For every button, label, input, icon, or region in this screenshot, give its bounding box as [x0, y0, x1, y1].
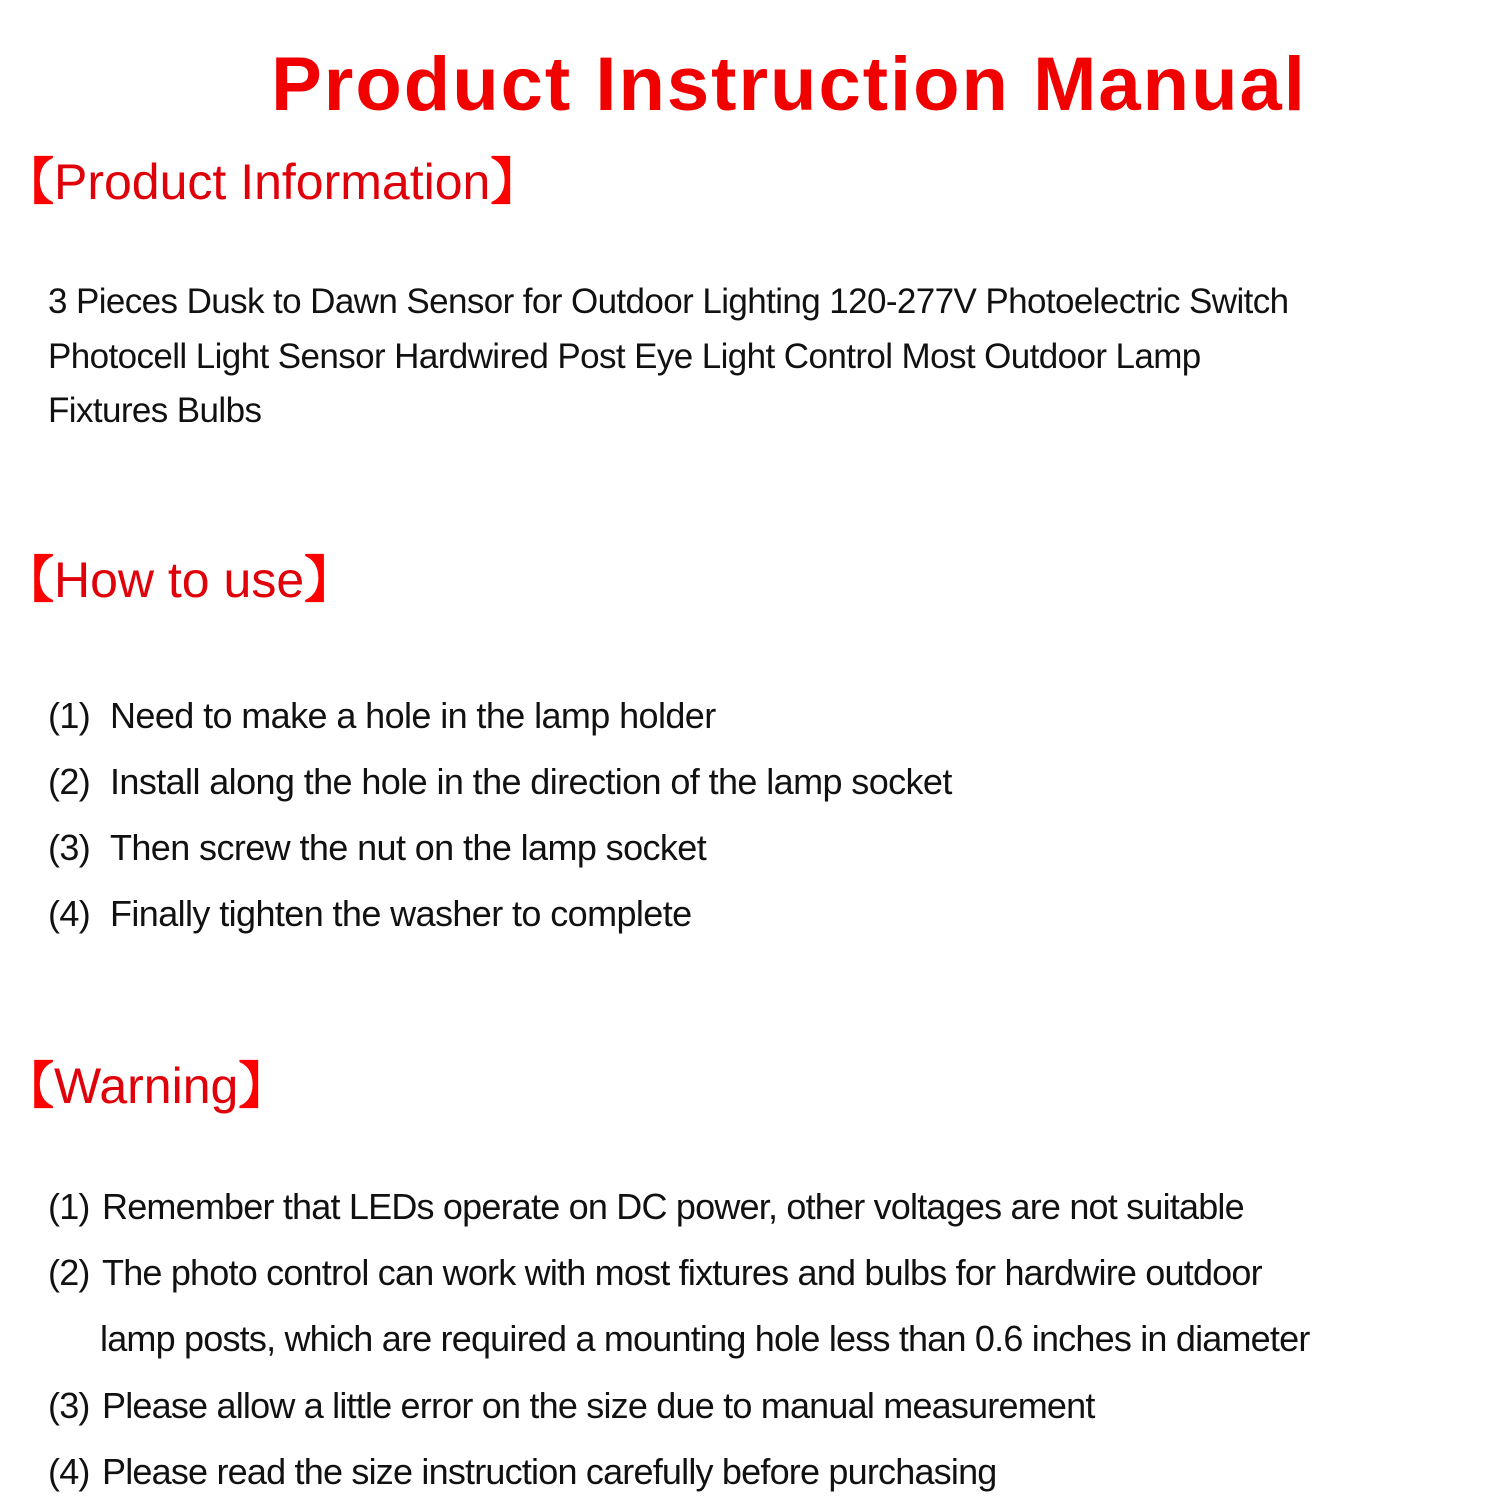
heading-label: Product Information	[54, 154, 491, 210]
description-line: 3 Pieces Dusk to Dawn Sensor for Outdoor Lighting 120-277V Photoelectric Switch	[48, 282, 1289, 321]
bracket-close: 】	[304, 551, 355, 609]
warning-item	[48, 1186, 1244, 1228]
bracket-open: 【	[4, 153, 54, 211]
product-information-heading	[4, 154, 540, 210]
bracket-close: 】	[238, 1057, 289, 1115]
warning-item	[48, 1451, 997, 1493]
bracket-close: 】	[490, 153, 541, 211]
warning-number: (4)	[48, 1451, 90, 1492]
warning-text: Please allow a little error on the size due to manual measurement	[102, 1385, 1095, 1426]
how-to-use-heading	[4, 552, 354, 608]
description-line: Fixtures Bulbs	[48, 391, 262, 430]
heading-label: How to use	[54, 552, 305, 608]
step-item	[48, 893, 692, 935]
page-title: Product Instruction Manual	[271, 41, 1307, 127]
step-item	[48, 695, 716, 737]
warning-number: (3)	[48, 1385, 90, 1426]
warning-item	[48, 1252, 1262, 1294]
warning-heading	[4, 1058, 288, 1114]
step-number: (3)	[48, 827, 91, 868]
step-number: (1)	[48, 695, 91, 736]
step-text: Finally tighten the washer to complete	[110, 893, 692, 934]
warning-number: (1)	[48, 1186, 90, 1227]
step-text: Then screw the nut on the lamp socket	[110, 827, 707, 868]
step-item	[48, 827, 706, 869]
warning-item	[48, 1385, 1095, 1427]
heading-label: Warning	[54, 1058, 239, 1114]
warning-number: (2)	[48, 1252, 90, 1293]
step-number: (4)	[48, 893, 91, 934]
warning-text: Remember that LEDs operate on DC power, other voltages are not suitable	[102, 1186, 1244, 1227]
description-line: Photocell Light Sensor Hardwired Post Eye Light Control Most Outdoor Lamp	[48, 337, 1201, 376]
bracket-open: 【	[4, 1057, 54, 1115]
step-number: (2)	[48, 761, 91, 802]
step-text: Need to make a hole in the lamp holder	[110, 695, 716, 736]
step-item	[48, 761, 952, 803]
warning-text: Please read the size instruction carefully before purchasing	[102, 1451, 997, 1492]
warning-continuation: lamp posts, which are required a mounting hole less than 0.6 inches in diameter	[100, 1318, 1310, 1359]
warning-text: The photo control can work with most fixtures and bulbs for hardwire outdoor	[102, 1252, 1262, 1293]
step-text: Install along the hole in the direction of the lamp socket	[110, 761, 952, 802]
bracket-open: 【	[4, 551, 54, 609]
